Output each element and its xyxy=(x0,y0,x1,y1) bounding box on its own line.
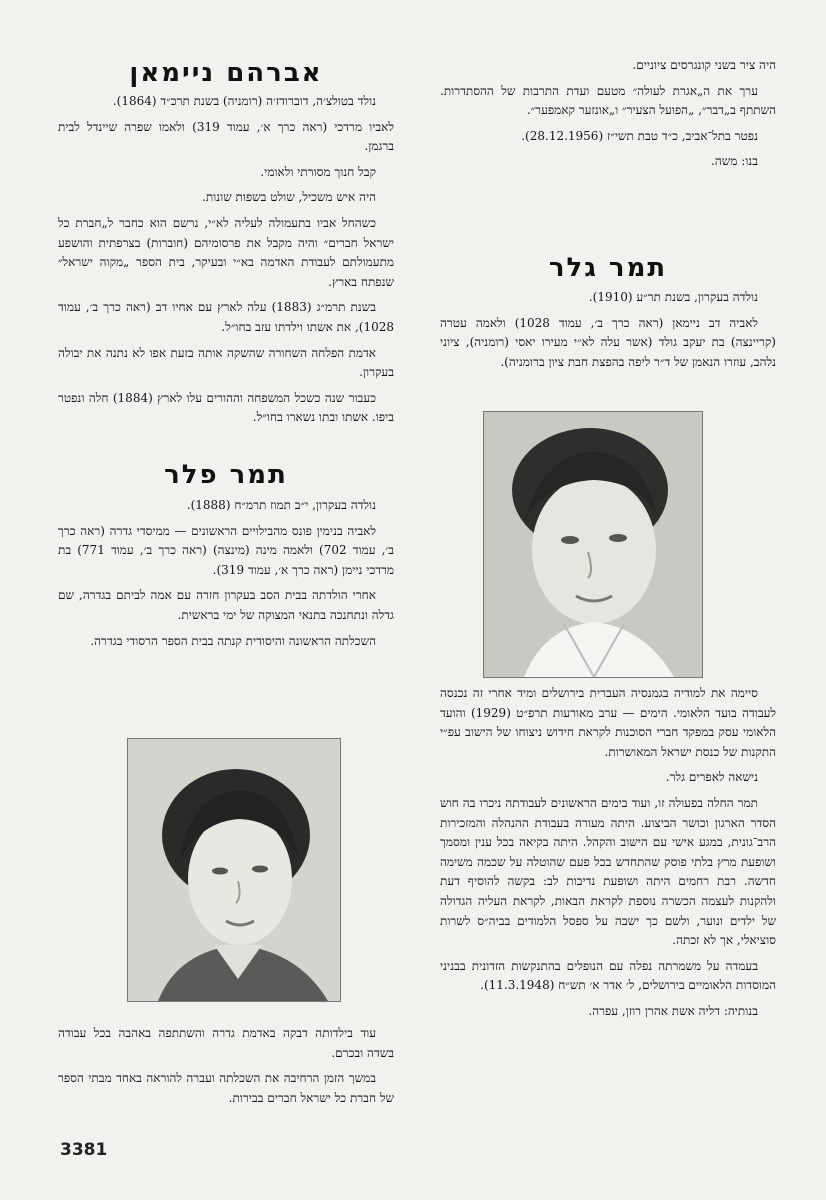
geller-body xyxy=(440,684,776,1028)
portrait-image xyxy=(128,739,340,1001)
page-number: 3381 xyxy=(60,1140,108,1160)
paragraph: נולדה בעקרון, י״ב תמוז תרמ״ח (1888). xyxy=(186,498,376,512)
entry-title-tamar-feller: תמר פלר xyxy=(164,460,288,490)
paragraph: בעמדה על משמרתה נפלה עם הנופלים בהתנקשות הזדונית בבניני המוסדות הלאומיים בירושלים, ל׳ אדר א׳ תש״ח (11.3.1948). xyxy=(440,958,776,993)
paragraph: נולד בטולצ׳ה, דוברודז׳ה (רומניה) בשנת תרכ״ד (1864). xyxy=(112,94,376,108)
portrait-photo-tamar-feller xyxy=(127,738,341,1002)
paragraph: נפטר בתל־אביב, כ״ד טבת תשי״ז (28.12.1956). xyxy=(521,128,758,143)
paragraph: בשנת תרמ״ג (1883) עלה לארץ עם אחיו דב (ראה כרך ב׳, עמוד 1028), את אשתו וילדתו עזב בחו״ל. xyxy=(58,300,394,334)
paragraph: בנותיה: דליה אשת אהרן רוזן, עפרה. xyxy=(588,1003,758,1018)
paragraph: היה איש משכיל, שולט בשפות שונות. xyxy=(202,190,376,205)
paragraph: בנו: משה. xyxy=(711,154,758,169)
paragraph: במשך הזמן הרחיבה את השכלתה ועברה להוראה באחד מבתי הספר של חברת כל ישראל חברים בבירות. xyxy=(58,1071,394,1105)
portrait-photo-tamar-geller xyxy=(483,411,703,678)
paragraph: השכלתה הראשונה והיסודית קנתה בבית הספר הרסודי בגדרה. xyxy=(90,633,376,648)
paragraph: אחרי הולדתה בבית הסב בעקרון חזרה עם אמה לביתם בגדרה, שם גדלה ונתחנכה בתנאי המצוקה של ימי בראשית. xyxy=(58,588,394,622)
entry-title-tamar-geller: תמר גלר xyxy=(548,253,668,283)
portrait-image xyxy=(484,412,702,677)
paragraph: לאביה בנימין פונס מהבילויים הראשונים — ממיסדי גדרה (ראה כרך ב׳, עמוד 702) ולאמה מינה (מינצה) (ראה כרך ב׳, עמוד 771) בת מרדכי ניימן (ראה כרך א׳, עמוד 319). xyxy=(58,523,394,577)
paragraph: תמר החלה בפעולה זו, ועוד בימים הראשונים לעבודתה ניכרו בה חוש הסדר הארגון וכושר הביצוע. היתה מעורה בעבודת ההנהלה והמזכירות הרב־גונית, במגע אישי עם הישוב והקהל. היתה בקיאה בכל ענין ומסמך ושופעת מרץ בלתי פוסק שהתחדש בכל פעם שהוטלה על שכמה משימה חדשה. רבת רחמים היתה ושופעת נדיבות לב: בקשה להוסיף דעת ולהקנות לעצמה הכשרה נוספת לקראת הבאות, לקראת העליה הגדולה של ילדים ונוער, ולשם כך ישבה על ספסל הלמודים בביה״ס לשרות סוציאלי, אך לא זכתה. xyxy=(440,795,776,948)
feller-intro xyxy=(58,496,394,657)
previous-entry-ending xyxy=(440,56,776,178)
paragraph: היה ציר בשני קונגרסים ציוניים. xyxy=(632,58,776,72)
entry-title-avraham-neiman: אברהם ניימאן xyxy=(129,58,323,88)
paragraph: עוד בילדותה דבקה באדמת גדרה והשתתפה באהבה בכל עבודה בשדה ובכרם. xyxy=(58,1026,394,1060)
paragraph: ערך את ה„אגרת לעולה״ מטעם ועדת התרבות של ההסתדרות. השתתף ב„דבר״, „הפועל הצעיר״ ו„אונזער קאמפער״. xyxy=(440,83,776,118)
paragraph: כעבור שנה כשכל המשפחה וההורים עלו לארץ (1884) חלה ונפטר ביפו. אשתו ובתו נשארו בחו״ל. xyxy=(58,390,394,425)
paragraph: כשהחל אביו בתעמולה לעליה לא״י, נרשם הוא כחבר ל„חברת כל ישראל חברים״ והיה מקבל את פרסומיהם (חוברות) בצרפתית והושפע מתעמולתם לעבודת האדמה בא״י ובעיקר, בית הספר „מקוה ישראל״ שנפתח בארץ. xyxy=(58,215,394,289)
paragraph: נישאה לאפרים גלר. xyxy=(665,770,758,785)
paragraph: סיימה את למודיה בגמנסיה העברית בירושלים ומיד אחרי זה נכנסה לעבודה בועד הלאומי. הימים — ערב מאורעות תרפ״ט (1929) והועד הלאומי עסק במפקד חברי הסוכנות לקראת חידוש ניצוחו של הישוב עפ״י התקנות של כנסת ישראל המאושרות. xyxy=(440,686,777,759)
paragraph: לאביו מרדכי (ראה כרך א׳, עמוד 319) ולאמו שפרה שיינדל לבית ברגמן. xyxy=(58,119,394,154)
geller-intro xyxy=(440,288,776,378)
paragraph: לאביה דב ניימאן (ראה כרך ב׳, עמוד 1028) ולאמה עטרה (קריינצה) בת יעקב גולד (אשר עלה לא״י מעירו יאסי (רומניה), ציוני נלהב, עוזרו הנאמן של ד״ר ליפה בהפצת חבת ציון ברומניה). xyxy=(440,315,776,369)
paragraph: אדמת הפלחה השחורה שהשקה אותה בזעת אפו לא נתנה את יבולה בעקרון. xyxy=(58,345,394,380)
feller-body xyxy=(58,1024,394,1114)
paragraph: נולדה בעקרון, בשנת תר״ע (1910). xyxy=(588,290,758,304)
paragraph: קבל חנוך מסורתי ולאומי. xyxy=(260,164,376,179)
neiman-body xyxy=(58,92,394,434)
